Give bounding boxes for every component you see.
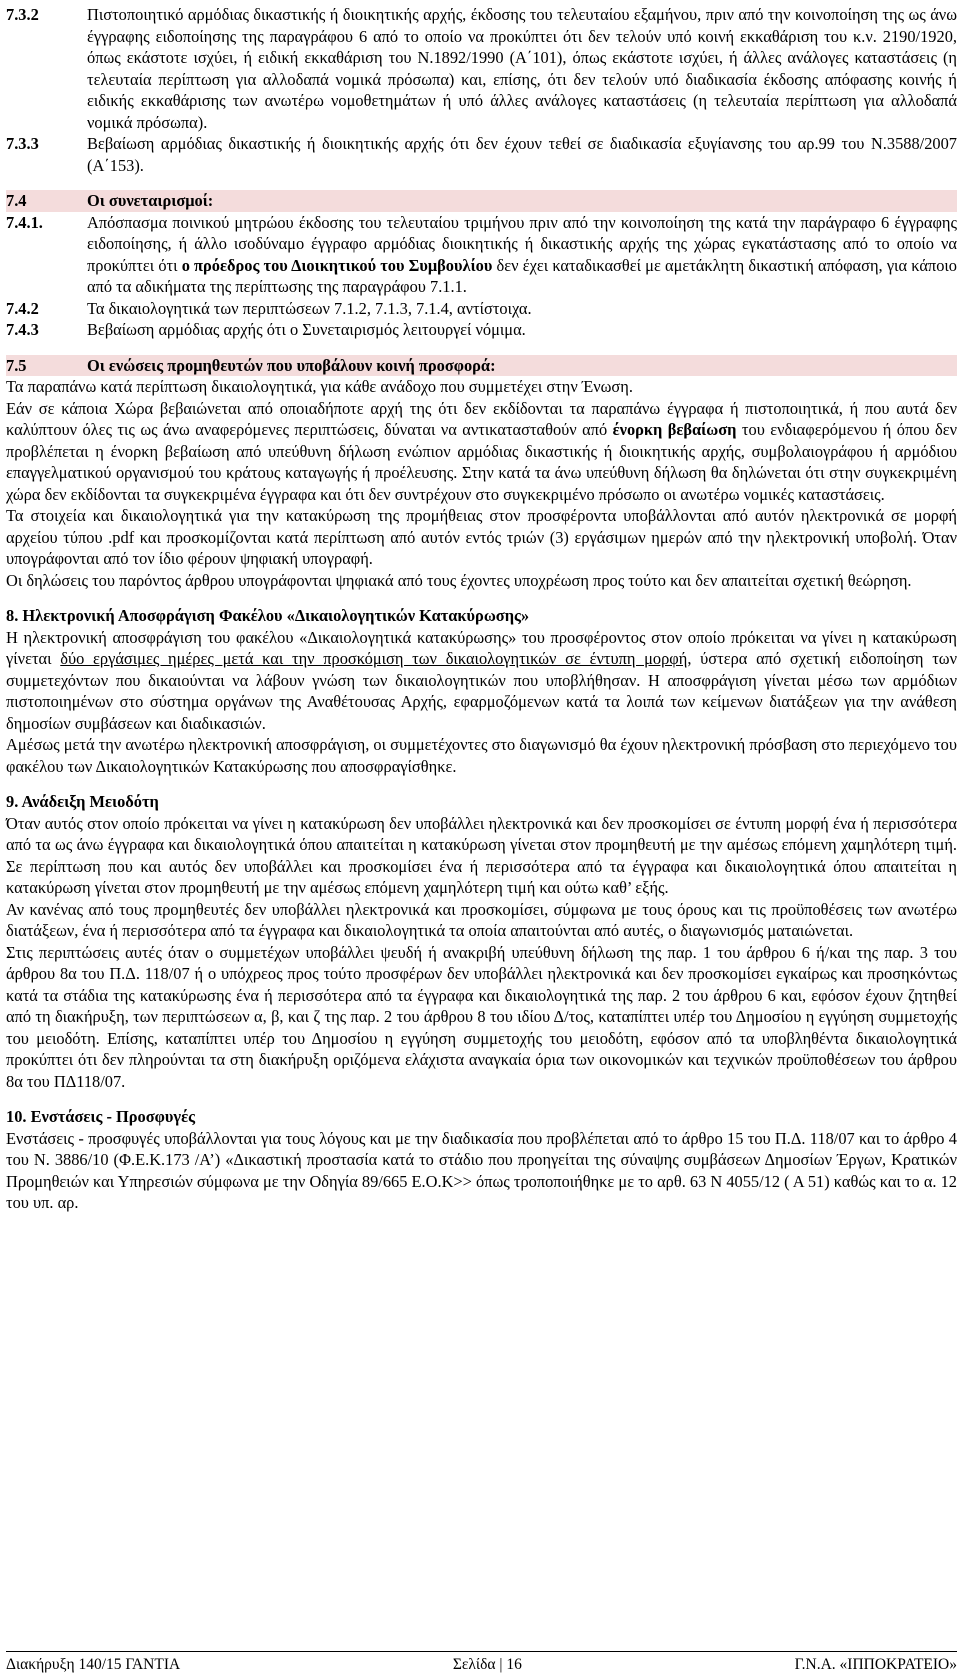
paragraph: Οι δηλώσεις του παρόντος άρθρου υπογράφονται ψηφιακά από τους έχοντες υποχρέωση προς τούτο και δεν απαιτείται σχετική θεώρηση.	[6, 570, 912, 590]
footer-page-number: Σελίδα | 16	[452, 1656, 522, 1673]
text-part: Εάν σε κάποια Χώρα βεβαιώνεται από οποιαδήποτε αρχή της ότι δεν εκδίδονται τα παραπάνω έγγραφα ή πιστοποιητικά, ή που αυτά δεν καλύπτουν όλες τις ως άνω αναφερόμενες περιπτώσεις, δύναται να αντικατασταθούν από	[6, 398, 957, 439]
section-7-5-heading	[6, 355, 957, 377]
paragraph: Αμέσως μετά την ανωτέρω ηλεκτρονική αποσφράγιση, οι συμμετέχοντες στο διαγωνισμό θα έχουν ηλεκτρονική πρόσβαση στο περιεχόμενο του φακέλου των Δικαιολογητικών Κατακύρωσης που αποσφραγίσθηκε.	[6, 735, 957, 776]
text-part: δεν έχει καταδικασθεί με αμετάκλητη δικαστική απόφαση, για κάποιο από τα αδικήματα της περίπτωσης της παραγράφου 7.1.1.	[87, 255, 957, 296]
section-number: 7.4.2	[6, 298, 39, 318]
text-part: Η ηλεκτρονική αποσφράγιση του φακέλου «Δικαιολογητικά κατακύρωσης» του προσφέροντος στον οποίο πρόκειται να γίνει η κατακύρωση γίνεται	[6, 627, 957, 668]
paragraph	[6, 398, 957, 506]
section-number: 7.5	[6, 355, 27, 375]
section-7-3-2	[6, 4, 957, 133]
paragraph: Τα παραπάνω κατά περίπτωση δικαιολογητικά, για κάθε ανάδοχο που συμμετέχει στην Ένωση.	[6, 377, 633, 396]
section-7-4-heading	[6, 190, 957, 212]
section-number: 7.4	[6, 191, 27, 210]
paragraph: Όταν αυτός στον οποίο πρόκειται να γίνει η κατακύρωση δεν υποβάλλει ηλεκτρονικά και δεν προσκομίσει σε έντυπη μορφή ένα ή περισσότερα από τα ως άνω έγγραφα και δικαιολογητικά όπου απαιτείται η κατακύρωση γίνεται στον προμηθευτή με την αμέσως επόμενη χαμηλότερη τιμή. Σε περίπτωση που και αυτός δεν υποβάλλει και προσκομίσει ένα ή περισσότερα από τα έγγραφα και δικαιολογητικά όπου απαιτείται η κατακύρωση γίνεται στον προμηθευτή με την αμέσως επόμενη χαμηλότερη τιμή και ούτω καθ’ εξής.	[6, 813, 957, 897]
text-part: Απόσπασμα ποινικού μητρώου έκδοσης του τελευταίου τριμήνου πριν από την κοινοποίηση της κατά την παράγραφο 6 έγγραφης ειδοποίησης, ή άλλο ισοδύναμο έγγραφο αρμόδιας διοικητικής ή δικαστικής αρχής της χώρας εγκατάστασης από το οποίο να προκύπτει ότι	[87, 212, 957, 275]
section-8-title: 8. Ηλεκτρονική Αποσφράγιση Φακέλου «Δικαιολογητικών Κατακύρωσης»	[6, 606, 530, 625]
section-text: Τα δικαιολογητικά των περιπτώσεων 7.1.2, 7.1.3, 7.1.4, αντίστοιχα.	[87, 298, 532, 318]
section-7-3-3	[6, 133, 957, 176]
underlined-phrase: δύο εργάσιμες ημέρες μετά και την προσκόμιση των δικαιολογητικών σε έντυπη μορφή	[60, 649, 688, 668]
section-7-4-1	[6, 212, 957, 298]
section-number: 7.4.1.	[6, 212, 43, 232]
document-page	[6, 4, 957, 1214]
paragraph: Τα στοιχεία και δικαιολογητικά για την κατακύρωση της προμήθειας στον προσφέροντα υποβάλλονται από αυτόν ηλεκτρονικά σε μορφή αρχείου τύπου .pdf και προσκομίζονται κατά περίπτωση από αυτόν εντός τριών (3) εργάσιμων ημερών από την ηλεκτρονική υποβολή. Όταν υπογράφονται από τον ίδιο φέρουν ψηφιακή υπογραφή.	[6, 506, 957, 568]
section-9-title: 9. Ανάδειξη Μειοδότη	[6, 792, 159, 811]
paragraph: Ενστάσεις - προσφυγές υποβάλλονται για τους λόγους και με την διαδικασία που προβλέπεται από το άρθρο 15 του Π.Δ. 118/07 και το άρθρο 4 του Ν. 3886/10 (Φ.Ε.Κ.173 /Α’) «Δικαστική προστασία κατά το στάδιο που προηγείται της σύναψης συμβάσεων Δημοσίων Έργων, Κρατικών Προμηθειών και Υπηρεσιών σύμφωνα με την Οδηγία 89/665 Ε.Ο.Κ>> όπως τροποποιήθηκε με το αρθ. 63 Ν 4055/12 ( Α 51) καθώς και το α. 12 του υπ. αρ.	[6, 1128, 957, 1212]
section-number: 7.3.3	[6, 134, 39, 153]
footer-left: Διακήρυξη 140/15 ΓΑΝΤΙΑ	[6, 1656, 181, 1673]
section-7-4-3	[6, 319, 957, 341]
paragraph: Αν κανένας από τους προμηθευτές δεν υποβάλλει ηλεκτρονικά και προσκομίσει, σύμφωνα με τους όρους και τις προϋποθέσεις των ανωτέρω διατάξεων, ένα ή περισσότερα από τα έγγραφα και δικαιολογητικά τα οποία απαιτούνται από αυτές, ο διαγωνισμός ματαιώνεται.	[6, 899, 957, 940]
paragraph: Στις περιπτώσεις αυτές όταν ο συμμετέχων υποβάλλει ψευδή ή ανακριβή υπεύθυνη δήλωση της παρ. 1 του άρθρου 6 ή/και της παρ. 3 του άρθρου 8α του Π.Δ. 118/07 ή ο υπόχρεος προς τούτο προσφέρων δεν υποβάλλει ηλεκτρονικά και δεν προσκομίσει εγκαίρως και προσηκόντως κατά τα στάδια της κατακύρωσης ένα ή περισσότερα από τα έγγραφα και δικαιολογητικά της παρ. 2 του άρθρου 6 και, εφόσον έχουν ζητηθεί από τη διακήρυξη, των περιπτώσεων α, β, και ζ της παρ. 2 του άρθρου 8 του ιδίου Δ/τος, καταπίπτει υπέρ του Δημοσίου η εγγύηση συμμετοχής του μειοδότη. Επίσης, καταπίπτει υπέρ του Δημοσίου η εγγύηση συμμετοχής του μειοδότη, εφόσον από τα υποβληθέντα δικαιολογητικά προκύπτει ότι δεν πληρούνται τα στη διακήρυξη οριζόμενα ελάχιστα αναγκαία όρια των οικονομικών και τεχνικών προϋποθέσεων του άρθρου 8α του ΠΔ118/07.	[6, 942, 957, 1091]
section-title: Οι συνεταιρισμοί:	[87, 191, 214, 210]
page-footer	[6, 1651, 957, 1675]
section-text	[87, 212, 957, 298]
section-7-4-2	[6, 298, 957, 320]
footer-right: Γ.Ν.Α. «ΙΠΠΟΚΡΑΤΕΙΟ»	[794, 1656, 957, 1673]
bold-phrase: ένορκη βεβαίωση	[612, 420, 737, 439]
section-number: 7.4.3	[6, 320, 39, 339]
section-number: 7.3.2	[6, 5, 39, 24]
section-text: Βεβαίωση αρμόδιας δικαστικής ή διοικητικής αρχής ότι δεν έχουν τεθεί σε διαδικασία εξυγίανσης του αρ.99 του Ν.3588/2007 (Α΄153).	[87, 134, 957, 175]
bold-phrase: ο πρόεδρος του Διοικητικού του Συμβουλίου	[181, 255, 493, 275]
section-text: Πιστοποιητικό αρμόδιας δικαστικής ή διοικητικής αρχής, έκδοσης του τελευταίου εξαμήνου, πριν από την κοινοποίηση της ως άνω έγγραφης ειδοποίησης της παραγράφου 6 από το οποίο να προκύπτει ότι δεν τελούν υπό κοινή εκκαθάριση του κ.ν. 2190/1920, όπως εκάστοτε ισχύει, ή ειδική εκκαθάριση του Ν.1892/1990 (Α΄101), όπως εκάστοτε ισχύει, ή άλλες ανάλογες καταστάσεις (η τελευταία περίπτωση για αλλοδαπά νομικά πρόσωπα) και, επίσης, ότι δεν τελούν υπό διαδικασία έκδοσης απόφασης κοινής ή ειδικής εκκαθάρισης των ανωτέρω νομοθετημάτων ή υπό άλλες ανάλογες καταστάσεις (η τελευταία περίπτωση για αλλοδαπά νομικά πρόσωπα).	[87, 5, 957, 132]
section-text: Βεβαίωση αρμόδιας αρχής ότι ο Συνεταιρισμός λειτουργεί νόμιμα.	[87, 320, 526, 339]
section-10-title: 10. Ενστάσεις - Προσφυγές	[6, 1107, 195, 1126]
text-part: , ύστερα από σχετική ειδοποίηση των συμμετεχόντων που δικαιούνται να λάβουν γνώση των δικαιολογητικών που υποβλήθησαν. Η αποσφράγιση γίνεται μέσω των αρμόδιων πιστοποιημένων στο σύστημα οργάνων της Αναθέτουσας Αρχής, εφαρμοζόμενων κατά τα λοιπά των κείμενων διατάξεων για την ανάθεση δημοσίων συμβάσεων και διαδικασιών.	[6, 649, 957, 733]
section-title: Οι ενώσεις προμηθευτών που υποβάλουν κοινή προσφορά:	[87, 355, 496, 375]
paragraph	[6, 627, 957, 735]
text-part: του ενδιαφερόμενου ή όπου δεν προβλέπεται η ένορκη βεβαίωση από υπεύθυνη δήλωση ενώπιον αρμόδιας δικαστικής ή διοικητικής αρχής, συμβολαιογράφου ή αρμόδιου επαγγελματικού οργανισμού του κράτους καταγωγής ή προέλευσης. Στην κατά τα άνω υπεύθυνη δήλωση θα δηλώνεται ότι στην συγκεκριμένη χώρα δεν εκδίδονται τα συγκεκριμένα έγγραφα και ότι δεν συντρέχουν στο συγκεκριμένο πρόσωπο οι ανωτέρω νομικές καταστάσεις.	[6, 420, 957, 504]
